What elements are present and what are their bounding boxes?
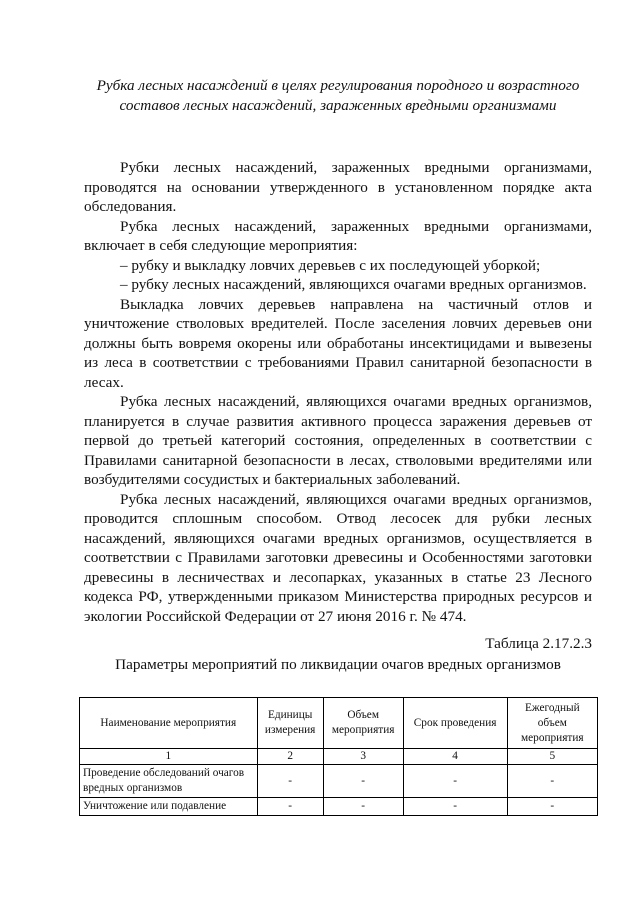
table-cell: - — [323, 798, 403, 816]
table-cell: - — [507, 765, 597, 798]
list-item: – рубку и выкладку ловчих деревьев с их последующей уборкой; — [120, 256, 541, 274]
header-cell: Ежегодный объем мероприятия — [507, 698, 597, 749]
table-cell: Проведение обследований очагов вредных организмов — [80, 765, 258, 798]
column-number: 3 — [323, 749, 403, 765]
table-cell: Уничтожение или подавление — [80, 798, 258, 816]
paragraph: Рубка лесных насаждений, являющихся очагами вредных организмов, планируется в случае развития активного процесса заражения деревьев от первой до третьей категорий состояния, определенных в соответствии с Правилами санитарной безопасности в лесах, стволовыми вредителями или возбудителями сосудистых и бактериальных заболеваний. — [84, 393, 592, 488]
paragraph: Рубка лесных насаждений, зараженных вредными организмами, включает в себя следующие мероприятия: — [84, 217, 592, 254]
column-number-row — [80, 749, 598, 765]
table-cell: - — [257, 798, 323, 816]
table-cell: - — [257, 765, 323, 798]
body-text — [84, 158, 592, 626]
column-number: 2 — [257, 749, 323, 765]
table-row — [80, 798, 598, 816]
paragraph: Выкладка ловчих деревьев направлена на частичный отлов и уничтожение стволовых вредителей. После заселения ловчих деревьев они должны быть вовремя окорены или обработаны инсектицидами и вывезены из леса в соответствии с требованиями Правил санитарной безопасности в лесах. — [84, 295, 592, 391]
column-number: 1 — [80, 749, 258, 765]
column-number: 5 — [507, 749, 597, 765]
header-cell: Единицы измерения — [257, 698, 323, 749]
table-label: Таблица 2.17.2.3 — [485, 635, 592, 652]
table-cell: - — [323, 765, 403, 798]
section-title: Рубка лесных насаждений в целях регулирования породного и возрастного составов лесных насаждений, зараженных вредными организмами — [96, 77, 580, 114]
table-cell: - — [403, 798, 507, 816]
table-row — [80, 765, 598, 798]
header-cell: Объем мероприятия — [323, 698, 403, 749]
table-header-row — [80, 698, 598, 749]
header-cell: Наименование мероприятия — [80, 698, 258, 749]
paragraph: Рубка лесных насаждений, являющихся очагами вредных организмов, проводится сплошным способом. Отвод лесосек для рубки лесных насаждений, являющихся очагами вредных организмов, осуществляется в соответствии с Правилами заготовки древесины и Особенностями заготовки древесины в лесничествах и лесопарках, указанных в статье 23 Лесного кодекса РФ, утвержденными приказом Министерства природных ресурсов и экологии Российской Федерации от 27 июня 2016 г. № 474. — [84, 490, 592, 625]
table-cell: - — [507, 798, 597, 816]
list-item: – рубку лесных насаждений, являющихся очагами вредных организмов. — [120, 276, 587, 293]
header-cell: Срок проведения — [403, 698, 507, 749]
table-cell: - — [403, 765, 507, 798]
table-caption: Параметры мероприятий по ликвидации очагов вредных организмов — [115, 656, 561, 673]
paragraph: Рубки лесных насаждений, зараженных вредными организмами, проводятся на основании утвержденного в установленном порядке акта обследования. — [84, 159, 592, 215]
column-number: 4 — [403, 749, 507, 765]
params-table — [79, 697, 598, 816]
